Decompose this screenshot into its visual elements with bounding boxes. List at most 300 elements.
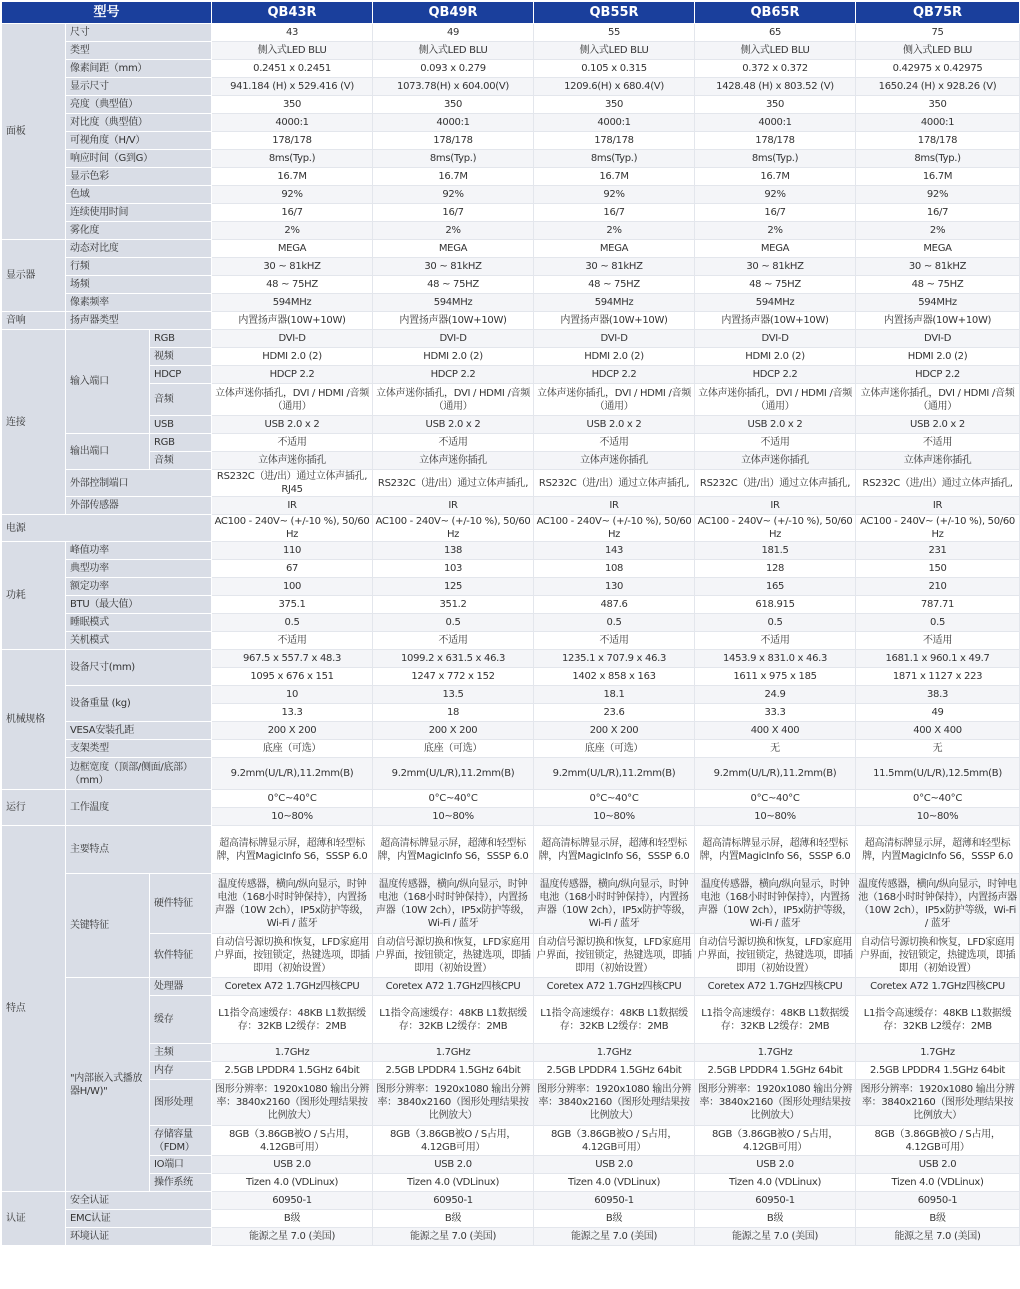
value-cell: 立体声迷你插孔，DVI / HDMI /音频（通用）	[534, 384, 695, 416]
value-cell: 594MHz	[534, 294, 695, 312]
row-sublabel: RGB	[150, 330, 212, 348]
value-cell: 1.7GHz	[534, 1044, 695, 1062]
value-cell: Tizen 4.0 (VDLinux)	[212, 1174, 373, 1192]
value-cell: 33.3	[695, 704, 856, 722]
row-sublabel: RGB	[150, 434, 212, 452]
row-label: 设备尺寸(mm)	[66, 650, 212, 686]
value-cell: MEGA	[534, 240, 695, 258]
value-cell: 100	[212, 578, 373, 596]
row-label: BTU（最大值）	[66, 596, 212, 614]
value-cell: 351.2	[373, 596, 534, 614]
value-cell: 150	[856, 560, 1020, 578]
category-cell: 特点	[2, 826, 66, 1192]
value-cell: RS232C（进/出）通过立体声插孔,	[534, 470, 695, 497]
value-cell: L1指令高速缓存：48KB L1数据缓存：32KB L2缓存：2MB	[212, 996, 373, 1044]
table-row	[2, 24, 1020, 42]
value-cell: 内置扬声器(10W+10W)	[695, 312, 856, 330]
value-cell: AC100 - 240V~ (+/-10 %), 50/60 Hz	[373, 515, 534, 542]
row-label: 场频	[66, 276, 212, 294]
value-cell: 48 ~ 75HZ	[856, 276, 1020, 294]
value-cell: 16.7M	[373, 168, 534, 186]
table-row	[2, 1174, 1020, 1192]
value-cell: HDMI 2.0 (2)	[695, 348, 856, 366]
value-cell: 350	[212, 96, 373, 114]
value-cell: 13.3	[212, 704, 373, 722]
value-cell: 787.71	[856, 596, 1020, 614]
row-label: 峰值功率	[66, 542, 212, 560]
value-cell: 18.1	[534, 686, 695, 704]
value-cell: 200 X 200	[534, 722, 695, 740]
row-label: 亮度（典型值）	[66, 96, 212, 114]
value-cell: IR	[212, 497, 373, 515]
value-cell: L1指令高速缓存：48KB L1数据缓存：32KB L2缓存：2MB	[695, 996, 856, 1044]
value-cell: Tizen 4.0 (VDLinux)	[373, 1174, 534, 1192]
value-cell: L1指令高速缓存：48KB L1数据缓存：32KB L2缓存：2MB	[856, 996, 1020, 1044]
value-cell: HDMI 2.0 (2)	[212, 348, 373, 366]
value-cell: 9.2mm(U/L/R),11.2mm(B)	[534, 758, 695, 790]
table-row	[2, 560, 1020, 578]
value-cell: 65	[695, 24, 856, 42]
value-cell: 立体声迷你插孔，DVI / HDMI /音频（通用）	[695, 384, 856, 416]
row-label: 像素间距（mm）	[66, 60, 212, 78]
value-cell: HDCP 2.2	[856, 366, 1020, 384]
value-cell: 2%	[695, 222, 856, 240]
value-cell: B级	[373, 1210, 534, 1228]
value-cell: 温度传感器，横向/纵向显示，时钟电池（168小时时钟保持），内置扬声器（10W 2ch），IP5x防护等级，Wi-Fi / 蓝牙	[373, 874, 534, 934]
value-cell: 温度传感器，横向/纵向显示，时钟电池（168小时时钟保持），内置扬声器（10W 2ch），IP5x防护等级，Wi-Fi / 蓝牙	[534, 874, 695, 934]
value-cell: 侧入式LED BLU	[373, 42, 534, 60]
value-cell: 594MHz	[695, 294, 856, 312]
value-cell: 1.7GHz	[856, 1044, 1020, 1062]
value-cell: 200 X 200	[373, 722, 534, 740]
row-sublabel: 存储容量（FDM）	[150, 1126, 212, 1156]
value-cell: 60950-1	[534, 1192, 695, 1210]
value-cell: 143	[534, 542, 695, 560]
value-cell: 不适用	[856, 434, 1020, 452]
value-cell: 2.5GB LPDDR4 1.5GHz 64bit	[695, 1062, 856, 1080]
row-label: 可视角度（H/V）	[66, 132, 212, 150]
category-cell: 机械规格	[2, 650, 66, 790]
value-cell: 无	[695, 740, 856, 758]
value-cell: USB 2.0	[534, 1156, 695, 1174]
value-cell: 侧入式LED BLU	[212, 42, 373, 60]
table-row	[2, 222, 1020, 240]
value-cell: 350	[373, 96, 534, 114]
row-sublabel: 软件特征	[150, 934, 212, 978]
value-cell: 不适用	[373, 434, 534, 452]
value-cell: L1指令高速缓存：48KB L1数据缓存：32KB L2缓存：2MB	[534, 996, 695, 1044]
value-cell: 48 ~ 75HZ	[212, 276, 373, 294]
value-cell: 8ms(Typ.)	[534, 150, 695, 168]
value-cell: 92%	[534, 186, 695, 204]
header-row	[2, 2, 1020, 24]
value-cell: 立体声迷你插孔	[695, 452, 856, 470]
value-cell: 1095 x 676 x 151	[212, 668, 373, 686]
value-cell: 108	[534, 560, 695, 578]
value-cell: RS232C（进/出）通过立体声插孔,	[695, 470, 856, 497]
row-label: 额定功率	[66, 578, 212, 596]
value-cell: HDCP 2.2	[534, 366, 695, 384]
value-cell: AC100 - 240V~ (+/-10 %), 50/60 Hz	[856, 515, 1020, 542]
value-cell: 立体声迷你插孔，DVI / HDMI /音频（通用）	[856, 384, 1020, 416]
row-label: 外部传感器	[66, 497, 212, 515]
row-sublabel: USB	[150, 416, 212, 434]
value-cell: 2.5GB LPDDR4 1.5GHz 64bit	[534, 1062, 695, 1080]
row-label: 典型功率	[66, 560, 212, 578]
category-cell: 电源	[2, 515, 212, 542]
value-cell: 30 ~ 81kHZ	[212, 258, 373, 276]
value-cell: 4000:1	[212, 114, 373, 132]
value-cell: AC100 - 240V~ (+/-10 %), 50/60 Hz	[534, 515, 695, 542]
value-cell: B级	[212, 1210, 373, 1228]
table-row	[2, 1062, 1020, 1080]
row-label: "内部嵌入式播放器H/W)"	[66, 978, 150, 1192]
table-row	[2, 758, 1020, 790]
value-cell: 30 ~ 81kHZ	[534, 258, 695, 276]
value-cell: 0.5	[534, 614, 695, 632]
table-row	[2, 168, 1020, 186]
header-model-qb43r: QB43R	[212, 2, 373, 24]
value-cell: 9.2mm(U/L/R),11.2mm(B)	[695, 758, 856, 790]
value-cell: 178/178	[695, 132, 856, 150]
row-label: 外部控制端口	[66, 470, 212, 497]
value-cell: 自动信号源切换和恢复，LFD家庭用户界面，按钮锁定，热键选项，即插即用（初始设置）	[534, 934, 695, 978]
value-cell: 178/178	[212, 132, 373, 150]
table-row	[2, 96, 1020, 114]
row-sublabel: 缓存	[150, 996, 212, 1044]
value-cell: 8ms(Typ.)	[373, 150, 534, 168]
value-cell: 30 ~ 81kHZ	[856, 258, 1020, 276]
value-cell: 16/7	[534, 204, 695, 222]
value-cell: HDMI 2.0 (2)	[856, 348, 1020, 366]
value-cell: 温度传感器，横向/纵向显示，时钟电池（168小时时钟保持），内置扬声器（10W 2ch），IP5x防护等级，Wi-Fi / 蓝牙	[856, 874, 1020, 934]
row-label: VESA安装孔距	[66, 722, 212, 740]
value-cell: 温度传感器，横向/纵向显示，时钟电池（168小时时钟保持），内置扬声器（10W 2ch），IP5x防护等级，Wi-Fi / 蓝牙	[212, 874, 373, 934]
row-label: 输出端口	[66, 434, 150, 470]
value-cell: AC100 - 240V~ (+/-10 %), 50/60 Hz	[212, 515, 373, 542]
value-cell: 不适用	[212, 434, 373, 452]
value-cell: HDCP 2.2	[373, 366, 534, 384]
table-row	[2, 42, 1020, 60]
value-cell: 1.7GHz	[373, 1044, 534, 1062]
value-cell: 能源之星 7.0 (美国)	[695, 1228, 856, 1246]
value-cell: 350	[695, 96, 856, 114]
table-row	[2, 416, 1020, 434]
row-sublabel: HDCP	[150, 366, 212, 384]
value-cell: 18	[373, 704, 534, 722]
value-cell: 43	[212, 24, 373, 42]
value-cell: 1073.78(H) x 604.00(V)	[373, 78, 534, 96]
value-cell: 16/7	[373, 204, 534, 222]
value-cell: 内置扬声器(10W+10W)	[212, 312, 373, 330]
value-cell: MEGA	[695, 240, 856, 258]
spec-table	[1, 1, 1020, 1246]
value-cell: 内置扬声器(10W+10W)	[373, 312, 534, 330]
value-cell: 立体声迷你插孔，DVI / HDMI /音频（通用）	[212, 384, 373, 416]
value-cell: MEGA	[856, 240, 1020, 258]
value-cell: 16/7	[212, 204, 373, 222]
value-cell: 9.2mm(U/L/R),11.2mm(B)	[373, 758, 534, 790]
value-cell: 1428.48 (H) x 803.52 (V)	[695, 78, 856, 96]
table-row	[2, 150, 1020, 168]
value-cell: 0°C~40°C	[856, 790, 1020, 808]
row-label: 尺寸	[66, 24, 212, 42]
value-cell: 内置扬声器(10W+10W)	[856, 312, 1020, 330]
value-cell: IR	[534, 497, 695, 515]
value-cell: 4000:1	[373, 114, 534, 132]
category-cell: 显示器	[2, 240, 66, 312]
value-cell: 11.5mm(U/L/R),12.5mm(B)	[856, 758, 1020, 790]
table-row	[2, 740, 1020, 758]
value-cell: Tizen 4.0 (VDLinux)	[856, 1174, 1020, 1192]
table-row	[2, 578, 1020, 596]
table-row	[2, 294, 1020, 312]
value-cell: Tizen 4.0 (VDLinux)	[534, 1174, 695, 1192]
spec-table-body	[2, 2, 1020, 1246]
value-cell: 图形分辨率：1920x1080 输出分辨率：3840x2160（图形处理结果按比例放大）	[534, 1080, 695, 1126]
row-label: 输入端口	[66, 330, 150, 434]
table-row	[2, 452, 1020, 470]
value-cell: USB 2.0	[212, 1156, 373, 1174]
table-row	[2, 614, 1020, 632]
header-model-label: 型号	[2, 2, 212, 24]
value-cell: 不适用	[534, 632, 695, 650]
value-cell: Coretex A72 1.7GHz四核CPU	[695, 978, 856, 996]
table-row	[2, 1126, 1020, 1156]
value-cell: 底座（可选）	[212, 740, 373, 758]
table-row	[2, 934, 1020, 978]
value-cell: HDCP 2.2	[695, 366, 856, 384]
value-cell: 16.7M	[534, 168, 695, 186]
category-cell: 认证	[2, 1192, 66, 1246]
value-cell: 350	[534, 96, 695, 114]
value-cell: 48 ~ 75HZ	[373, 276, 534, 294]
value-cell: 1.7GHz	[695, 1044, 856, 1062]
value-cell: 49	[856, 704, 1020, 722]
value-cell: 178/178	[856, 132, 1020, 150]
value-cell: RS232C（进/出）通过立体声插孔,	[856, 470, 1020, 497]
value-cell: 0.093 x 0.279	[373, 60, 534, 78]
value-cell: 400 X 400	[695, 722, 856, 740]
value-cell: USB 2.0 x 2	[534, 416, 695, 434]
row-label: 安全认证	[66, 1192, 212, 1210]
value-cell: USB 2.0	[695, 1156, 856, 1174]
table-row	[2, 258, 1020, 276]
table-row	[2, 686, 1020, 704]
value-cell: 9.2mm(U/L/R),11.2mm(B)	[212, 758, 373, 790]
value-cell: 10~80%	[695, 808, 856, 826]
row-label: 设备重量 (kg)	[66, 686, 212, 722]
value-cell: 自动信号源切换和恢复，LFD家庭用户界面，按钮锁定，热键选项，即插即用（初始设置）	[373, 934, 534, 978]
row-label: 对比度（典型值）	[66, 114, 212, 132]
value-cell: 165	[695, 578, 856, 596]
table-row	[2, 470, 1020, 497]
value-cell: 0.42975 x 0.42975	[856, 60, 1020, 78]
table-row	[2, 132, 1020, 150]
value-cell: 92%	[856, 186, 1020, 204]
value-cell: 1099.2 x 631.5 x 46.3	[373, 650, 534, 668]
row-label: 色域	[66, 186, 212, 204]
table-row	[2, 790, 1020, 808]
value-cell: USB 2.0	[373, 1156, 534, 1174]
value-cell: 8ms(Typ.)	[856, 150, 1020, 168]
table-row	[2, 60, 1020, 78]
value-cell: 110	[212, 542, 373, 560]
value-cell: 16.7M	[856, 168, 1020, 186]
value-cell: 10~80%	[856, 808, 1020, 826]
value-cell: 无	[856, 740, 1020, 758]
row-label: 显示尺寸	[66, 78, 212, 96]
value-cell: 178/178	[373, 132, 534, 150]
value-cell: USB 2.0 x 2	[695, 416, 856, 434]
value-cell: 30 ~ 81kHZ	[373, 258, 534, 276]
row-sublabel: 音频	[150, 384, 212, 416]
value-cell: 不适用	[534, 434, 695, 452]
value-cell: DVI-D	[373, 330, 534, 348]
table-row	[2, 874, 1020, 934]
row-label: 关机模式	[66, 632, 212, 650]
value-cell: 1209.6(H) x 680.4(V)	[534, 78, 695, 96]
value-cell: 立体声迷你插孔，DVI / HDMI /音频（通用）	[373, 384, 534, 416]
value-cell: 立体声迷你插孔	[856, 452, 1020, 470]
value-cell: 23.6	[534, 704, 695, 722]
value-cell: 能源之星 7.0 (美国)	[373, 1228, 534, 1246]
value-cell: 60950-1	[212, 1192, 373, 1210]
table-row	[2, 366, 1020, 384]
value-cell: 1611 x 975 x 185	[695, 668, 856, 686]
value-cell: 48 ~ 75HZ	[534, 276, 695, 294]
value-cell: 16/7	[856, 204, 1020, 222]
value-cell: 1453.9 x 831.0 x 46.3	[695, 650, 856, 668]
row-label: 关键特征	[66, 874, 150, 978]
value-cell: HDMI 2.0 (2)	[373, 348, 534, 366]
value-cell: 92%	[373, 186, 534, 204]
row-sublabel: 图形处理	[150, 1080, 212, 1126]
value-cell: 60950-1	[373, 1192, 534, 1210]
table-row	[2, 240, 1020, 258]
value-cell: DVI-D	[695, 330, 856, 348]
value-cell: 0.2451 x 0.2451	[212, 60, 373, 78]
value-cell: 不适用	[212, 632, 373, 650]
value-cell: 16.7M	[212, 168, 373, 186]
value-cell: 超高清标牌显示屏，超薄和轻型标牌，内置MagicInfo S6，SSSP 6.0	[856, 826, 1020, 874]
value-cell: 594MHz	[212, 294, 373, 312]
value-cell: 125	[373, 578, 534, 596]
row-label: 边框宽度（顶部/侧面/底部）（mm）	[66, 758, 212, 790]
value-cell: 不适用	[373, 632, 534, 650]
table-row	[2, 78, 1020, 96]
value-cell: B级	[695, 1210, 856, 1228]
value-cell: 400 X 400	[856, 722, 1020, 740]
value-cell: 自动信号源切换和恢复，LFD家庭用户界面，按钮锁定，热键选项，即插即用（初始设置）	[695, 934, 856, 978]
value-cell: 8GB（3.86GB被O / S占用，4.12GB可用）	[534, 1126, 695, 1156]
category-cell: 运行	[2, 790, 66, 826]
value-cell: 48 ~ 75HZ	[695, 276, 856, 294]
value-cell: IR	[856, 497, 1020, 515]
value-cell: 自动信号源切换和恢复，LFD家庭用户界面，按钮锁定，热键选项，即插即用（初始设置）	[856, 934, 1020, 978]
row-label: 雾化度	[66, 222, 212, 240]
value-cell: Coretex A72 1.7GHz四核CPU	[534, 978, 695, 996]
value-cell: 1402 x 858 x 163	[534, 668, 695, 686]
table-row	[2, 722, 1020, 740]
value-cell: 2.5GB LPDDR4 1.5GHz 64bit	[373, 1062, 534, 1080]
value-cell: 图形分辨率：1920x1080 输出分辨率：3840x2160（图形处理结果按比例放大）	[856, 1080, 1020, 1126]
value-cell: 594MHz	[856, 294, 1020, 312]
value-cell: 8GB（3.86GB被O / S占用，4.12GB可用）	[695, 1126, 856, 1156]
value-cell: 10~80%	[212, 808, 373, 826]
value-cell: USB 2.0 x 2	[373, 416, 534, 434]
value-cell: 10~80%	[534, 808, 695, 826]
value-cell: 不适用	[856, 632, 1020, 650]
value-cell: DVI-D	[212, 330, 373, 348]
table-row	[2, 542, 1020, 560]
value-cell: 超高清标牌显示屏，超薄和轻型标牌，内置MagicInfo S6，SSSP 6.0	[695, 826, 856, 874]
table-row	[2, 650, 1020, 668]
value-cell: 2%	[212, 222, 373, 240]
value-cell: 92%	[695, 186, 856, 204]
table-row	[2, 276, 1020, 294]
row-label: 睡眠模式	[66, 614, 212, 632]
value-cell: MEGA	[373, 240, 534, 258]
value-cell: 128	[695, 560, 856, 578]
value-cell: 0°C~40°C	[212, 790, 373, 808]
value-cell: DVI-D	[856, 330, 1020, 348]
value-cell: 0.5	[856, 614, 1020, 632]
value-cell: 能源之星 7.0 (美国)	[856, 1228, 1020, 1246]
value-cell: 温度传感器，横向/纵向显示，时钟电池（168小时时钟保持），内置扬声器（10W 2ch），IP5x防护等级，Wi-Fi / 蓝牙	[695, 874, 856, 934]
table-row	[2, 1210, 1020, 1228]
row-sublabel: 内存	[150, 1062, 212, 1080]
value-cell: 231	[856, 542, 1020, 560]
header-model-qb55r: QB55R	[534, 2, 695, 24]
table-row	[2, 596, 1020, 614]
table-row	[2, 1192, 1020, 1210]
row-label: 主要特点	[66, 826, 212, 874]
table-row	[2, 1044, 1020, 1062]
header-model-qb49r: QB49R	[373, 2, 534, 24]
value-cell: HDCP 2.2	[212, 366, 373, 384]
value-cell: 0.5	[212, 614, 373, 632]
table-row	[2, 434, 1020, 452]
value-cell: 0°C~40°C	[695, 790, 856, 808]
table-row	[2, 978, 1020, 996]
value-cell: DVI-D	[534, 330, 695, 348]
value-cell: 自动信号源切换和恢复，LFD家庭用户界面，按钮锁定，热键选项，即插即用（初始设置）	[212, 934, 373, 978]
table-row	[2, 632, 1020, 650]
value-cell: 16.7M	[695, 168, 856, 186]
value-cell: USB 2.0 x 2	[212, 416, 373, 434]
value-cell: Tizen 4.0 (VDLinux)	[695, 1174, 856, 1192]
value-cell: 178/178	[534, 132, 695, 150]
table-row	[2, 186, 1020, 204]
value-cell: 底座（可选）	[373, 740, 534, 758]
value-cell: 0°C~40°C	[373, 790, 534, 808]
category-cell: 面板	[2, 24, 66, 240]
table-row	[2, 996, 1020, 1044]
value-cell: 75	[856, 24, 1020, 42]
value-cell: IR	[695, 497, 856, 515]
value-cell: 200 X 200	[212, 722, 373, 740]
table-row	[2, 330, 1020, 348]
value-cell: 2%	[373, 222, 534, 240]
value-cell: 30 ~ 81kHZ	[695, 258, 856, 276]
value-cell: 超高清标牌显示屏，超薄和轻型标牌，内置MagicInfo S6，SSSP 6.0	[534, 826, 695, 874]
value-cell: 0.5	[695, 614, 856, 632]
value-cell: 超高清标牌显示屏，超薄和轻型标牌，内置MagicInfo S6，SSSP 6.0	[373, 826, 534, 874]
value-cell: 立体声迷你插孔	[534, 452, 695, 470]
value-cell: 60950-1	[695, 1192, 856, 1210]
row-sublabel: IO端口	[150, 1156, 212, 1174]
